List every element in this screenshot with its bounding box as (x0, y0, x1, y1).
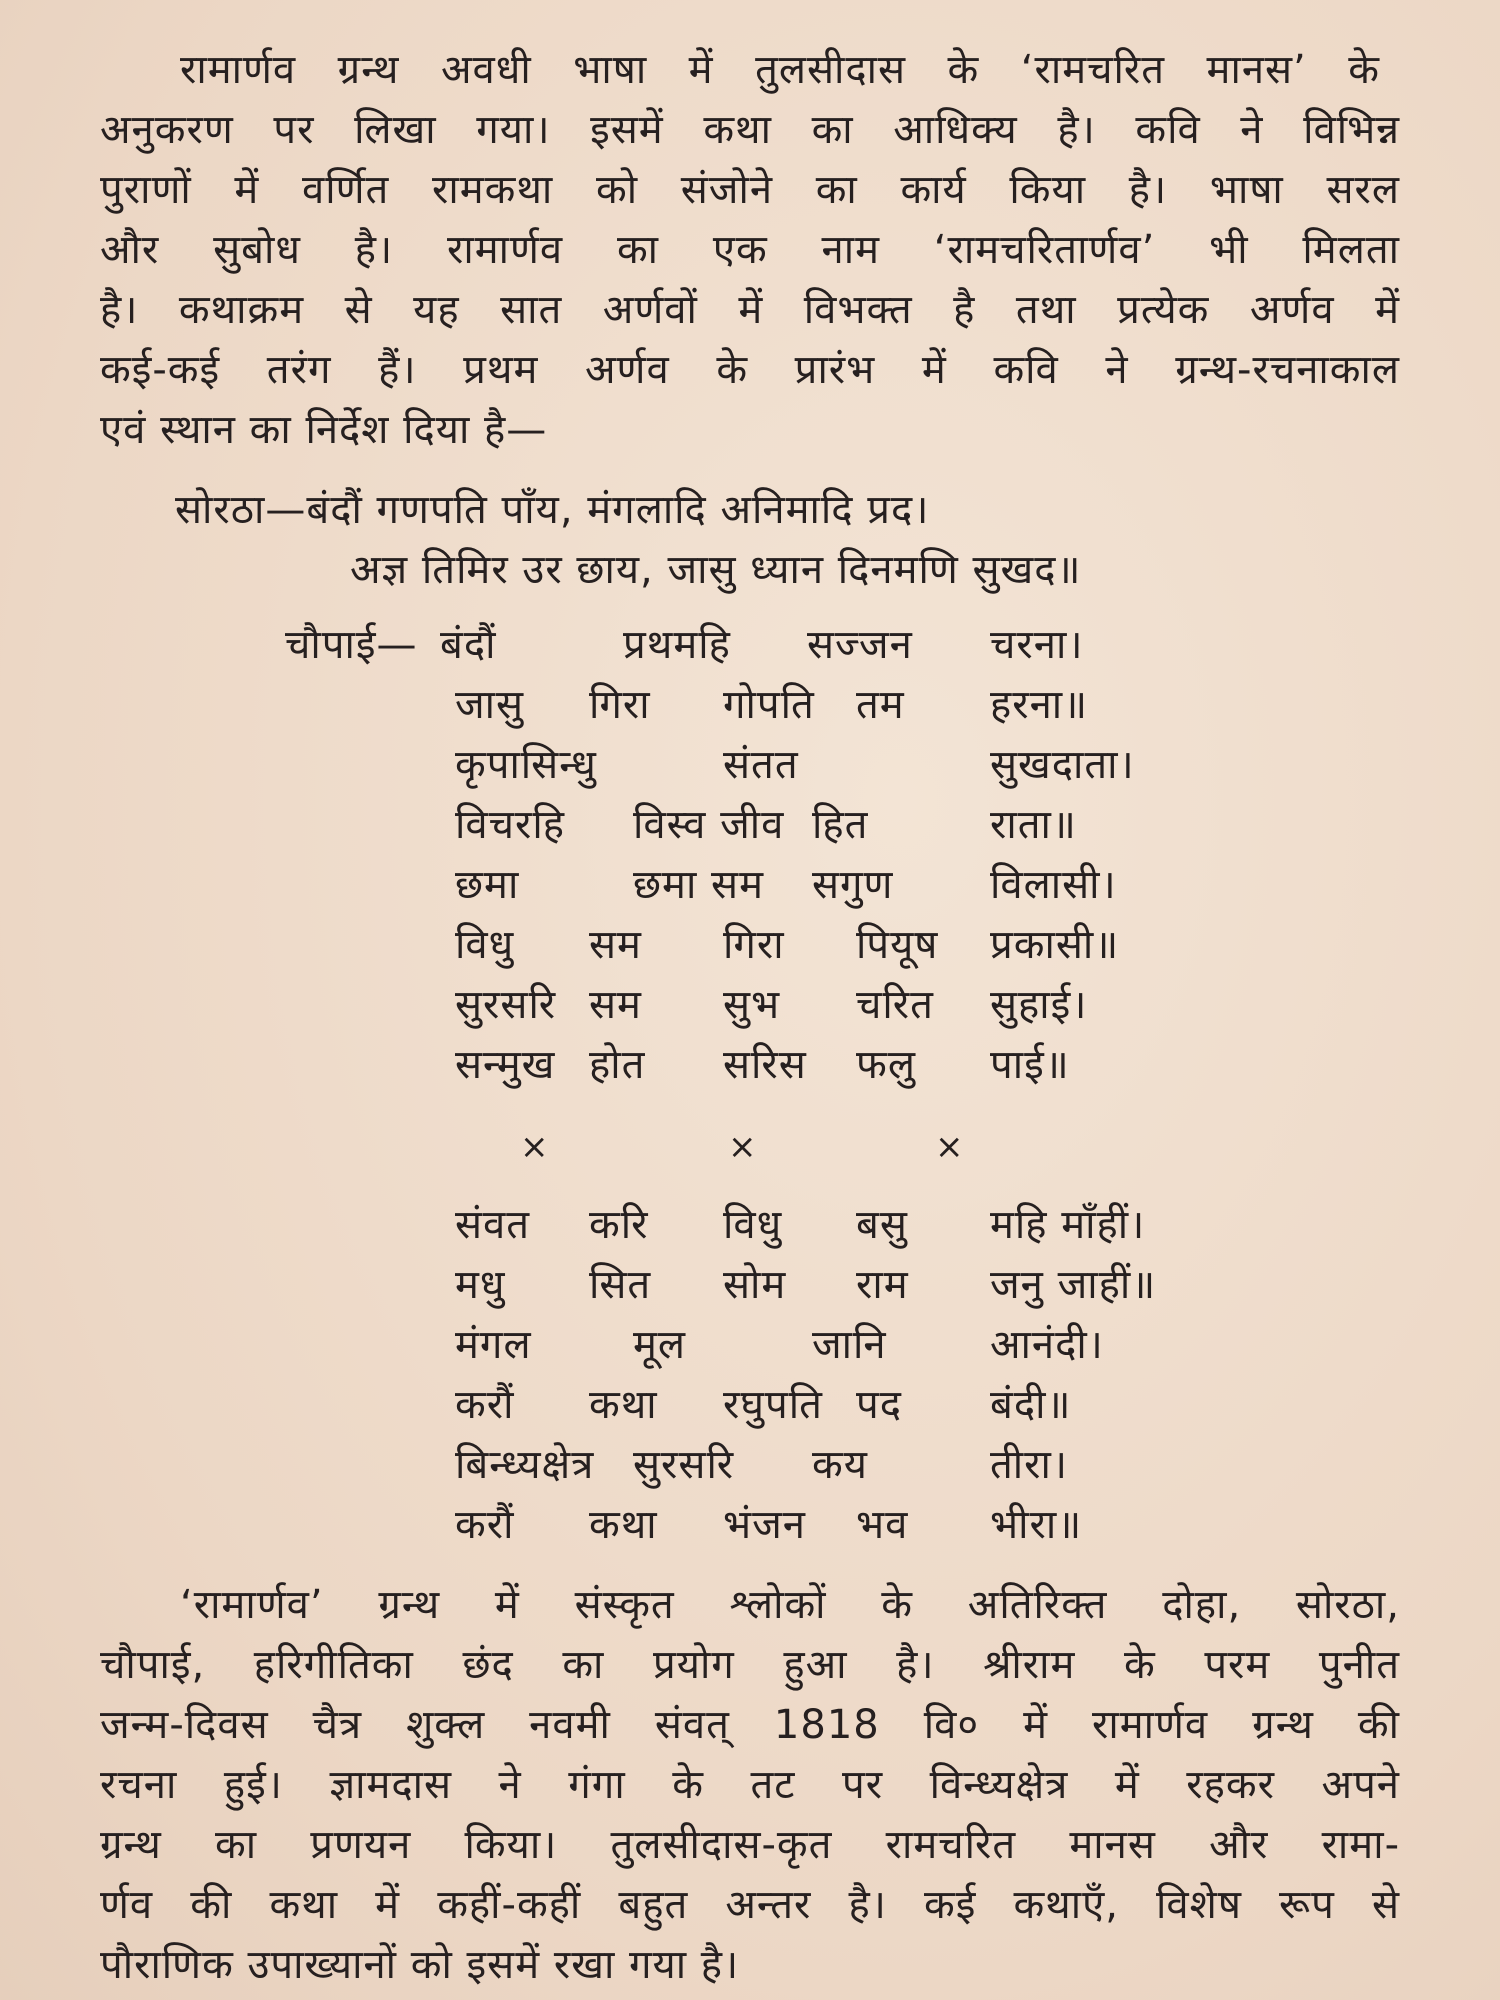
separator-mark: × (728, 1127, 757, 1167)
verse-line (0, 1435, 1500, 1495)
verse-word: तीरा। (990, 1442, 1069, 1488)
separator-mark: × (935, 1127, 964, 1167)
verse-line (0, 1495, 1500, 1555)
verse-word: राम (856, 1262, 909, 1308)
closing-paragraph-line: पौराणिक उपाख्यानों को इसमें रखा गया है। (100, 1942, 740, 1988)
verse-word: विधु (455, 922, 515, 968)
verse-word: सुरसरि (633, 1442, 735, 1488)
verse-line (0, 795, 1500, 855)
verse-line (0, 1375, 1500, 1435)
verse-word: भीरा॥ (990, 1502, 1083, 1548)
verse-line (0, 855, 1500, 915)
closing-paragraph-line: र्णव की कथा में कहीं-कहीं बहुत अन्तर है। कई कथाएँ, विशेष रूप से (100, 1882, 1400, 1928)
verse-word: संतत (723, 742, 799, 788)
verse-word: विचरहि (455, 802, 565, 848)
verse-line (0, 675, 1500, 735)
verse-word: सित (589, 1262, 652, 1308)
verse-word: सोम (723, 1262, 787, 1308)
intro-paragraph-line: कई-कई तरंग हैं। प्रथम अर्णव के प्रारंभ में कवि ने ग्रन्थ-रचनाकाल (100, 347, 1400, 393)
verse-word: सगुण (812, 862, 894, 908)
verse-word: भव (856, 1502, 909, 1548)
verse-word: कय (812, 1442, 868, 1488)
verse-line (0, 1195, 1500, 1255)
closing-paragraph-line: चौपाई, हरिगीतिका छंद का प्रयोग हुआ है। श्रीराम के परम पुनीत (100, 1642, 1400, 1688)
verse-word: पाई॥ (990, 1042, 1070, 1088)
verse-line (0, 615, 1500, 675)
verse-word: विलासी। (990, 862, 1117, 908)
closing-paragraph-line: रचना हुई। ज्ञामदास ने गंगा के तट पर विन्ध्यक्षेत्र में रहकर अपने (100, 1762, 1400, 1808)
verse-word: राता॥ (990, 802, 1077, 848)
verse-word: सुरसरि (455, 982, 557, 1028)
verse-word: चरना। (990, 622, 1084, 668)
verse-word: सम (589, 982, 642, 1028)
intro-paragraph-line: एवं स्थान का निर्देश दिया है— (100, 407, 548, 453)
verse-word: करौं (455, 1502, 515, 1548)
verse-word: मूल (633, 1322, 687, 1368)
verse-word: प्रथमहि (623, 622, 731, 668)
verse-word: फलु (856, 1042, 916, 1088)
closing-paragraph-line: जन्म-दिवस चैत्र शुक्ल नवमी संवत् 1818 वि० में रामार्णव ग्रन्थ की (100, 1702, 1400, 1748)
verse-word: होत (589, 1042, 646, 1088)
verse-line (0, 1255, 1500, 1315)
verse-line (0, 1315, 1500, 1375)
verse-word: रघुपति (723, 1382, 823, 1428)
verse-word: छमा सम (633, 862, 764, 908)
verse-word: सम (589, 922, 642, 968)
verse-word: प्रकासी॥ (990, 922, 1120, 968)
verse-word: जासु (455, 682, 525, 728)
verse-word: गिरा (723, 922, 785, 968)
verse-word: छमा (455, 862, 520, 908)
verse-word: तम (856, 682, 905, 728)
verse-word: सन्मुख (455, 1042, 556, 1088)
intro-paragraph-line: है। कथाक्रम से यह सात अर्णवों में विभक्त है तथा प्रत्येक अर्णव में (100, 287, 1400, 333)
verse-word: सज्जन (807, 622, 913, 668)
verse-word: बिन्ध्यक्षेत्र (455, 1442, 595, 1488)
verse-word: बंदौं (440, 622, 497, 668)
soratha-line: सोरठा—बंदौं गणपति पाँय, मंगलादि अनिमादि प्रद। (175, 487, 930, 533)
verse-word: हित (812, 802, 869, 848)
separator-mark: × (520, 1127, 549, 1167)
verse-word: करि (589, 1202, 649, 1248)
verse-word: संवत (455, 1202, 531, 1248)
verse-word: करौं (455, 1382, 515, 1428)
verse-line (0, 975, 1500, 1035)
verse-word: विस्व जीव (633, 802, 785, 848)
verse-word: कृपासिन्धु (455, 742, 597, 788)
soratha-line: अज्ञ तिमिर उर छाय, जासु ध्यान दिनमणि सुखद॥ (350, 547, 1082, 593)
closing-paragraph-line: ग्रन्थ का प्रणयन किया। तुलसीदास-कृत रामचरित मानस और रामा- (100, 1822, 1400, 1868)
verse-word: मधु (455, 1262, 506, 1308)
verse-word: सुभ (723, 982, 781, 1028)
intro-paragraph-line: रामार्णव ग्रन्थ अवधी भाषा में तुलसीदास के ‘रामचरित मानस’ के (180, 47, 1380, 93)
verse-word: पियूष (856, 922, 939, 968)
verse-line (0, 915, 1500, 975)
verse-word: हरना॥ (990, 682, 1089, 728)
verse-line (0, 735, 1500, 795)
verse-word: महि माँहीं। (990, 1202, 1146, 1248)
verse-word: आनंदी। (990, 1322, 1104, 1368)
verse-word: मंगल (455, 1322, 532, 1368)
closing-paragraph-line: ‘रामार्णव’ ग्रन्थ में संस्कृत श्लोकों के अतिरिक्त दोहा, सोरठा, (180, 1582, 1400, 1628)
verse-word: विधु (723, 1202, 783, 1248)
verse-word: कथा (589, 1382, 658, 1428)
intro-paragraph-line: पुराणों में वर्णित रामकथा को संजोने का कार्य किया है। भाषा सरल (100, 167, 1400, 213)
verse-word: बंदी॥ (990, 1382, 1072, 1428)
verse-word: पद (856, 1382, 902, 1428)
verse-word: भंजन (723, 1502, 806, 1548)
verse-word: बसु (856, 1202, 908, 1248)
chaupai-prefix: चौपाई— (285, 622, 418, 668)
verse-word: कथा (589, 1502, 658, 1548)
verse-word: जनु जाहीं॥ (990, 1262, 1157, 1308)
verse-word: सुखदाता। (990, 742, 1135, 788)
verse-word: सुहाई। (990, 982, 1088, 1028)
verse-word: गोपति (723, 682, 815, 728)
intro-paragraph-line: और सुबोध है। रामार्णव का एक नाम ‘रामचरितार्णव’ भी मिलता (100, 227, 1400, 273)
verse-word: चरित (856, 982, 934, 1028)
intro-paragraph-line: अनुकरण पर लिखा गया। इसमें कथा का आधिक्य है। कवि ने विभिन्न (100, 107, 1400, 153)
verse-line (0, 1035, 1500, 1095)
verse-word: सरिस (723, 1042, 807, 1088)
verse-word: जानि (812, 1322, 887, 1368)
verse-word: गिरा (589, 682, 651, 728)
